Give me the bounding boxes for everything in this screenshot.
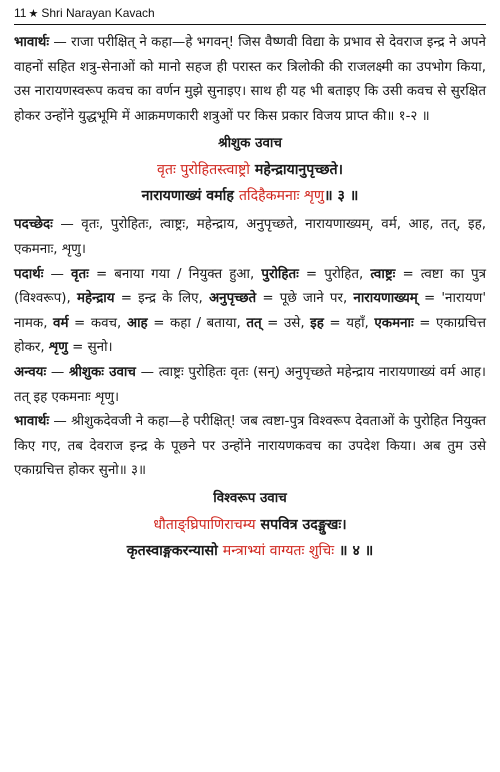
padarth-word: त्वाष्ट्रः — [370, 266, 396, 282]
bhavarth-paragraph-1 — [14, 31, 486, 129]
padchhed-paragraph — [14, 213, 486, 262]
speaker-heading-vishvarup: विश्वरूप उवाच — [213, 490, 287, 506]
verse-number: ॥ ४ ॥ — [334, 542, 374, 559]
speaker-heading-shuka: श्रीशुक उवाच — [218, 136, 282, 152]
padarth-label: पदार्थः — [14, 266, 44, 282]
padarth-word: महेन्द्राय — [76, 291, 115, 307]
shloka-red-text: तदिहैकमनाः शृणु — [238, 188, 325, 205]
shloka-3-line-1 — [14, 157, 486, 183]
bhavarth-label: भावार्थः — [14, 35, 50, 50]
padchhed-text: — वृतः, पुरोहितः, त्वाष्ट्रः, महेन्द्राय, अनुपृच्छते, नारायणाख्यम्, वर्म, आह, तत्, इह, एकमनाः, शृणु। — [14, 217, 486, 257]
shloka-red-text: वृतः पुरोहितस्त्वाष्ट्रो — [157, 162, 250, 179]
page-header — [14, 4, 486, 22]
padarth-word: वृतः — [71, 266, 89, 282]
padarth-word: पुरोहितः — [261, 266, 299, 282]
shloka-red-text: धौताङ्घ्रिपाणिराचम्य — [153, 516, 256, 533]
padarth-word: अनुपृच्छते — [208, 291, 257, 307]
anvay-speaker: श्रीशुकः उवाच — [68, 364, 136, 380]
shloka-4-line-2 — [14, 538, 486, 564]
padchhed-label: पदच्छेदः — [14, 217, 53, 233]
shloka-text: कृतस्वाङ्गकरन्यासो — [126, 542, 223, 559]
padarth-word: तत् — [246, 315, 262, 331]
shloka-3 — [14, 157, 486, 209]
shloka-text: सपवित्र उदङ्मुखः। — [255, 516, 347, 533]
padarth-paragraph — [14, 263, 486, 361]
padarth-meaning: = पुरोहित, — [298, 266, 371, 282]
padarth-meaning: = त्वष्टा का पुत्र (विश्वरूप), — [14, 266, 487, 307]
padarth-word: शृणु — [48, 340, 68, 356]
anvay-label: अन्वयः — [14, 364, 47, 380]
padarth-meaning: = उसे, — [261, 315, 311, 331]
anvay-text: — त्वाष्ट्रः पुरोहितः वृतः (सन्) अनुपृच्छते महेन्द्राय नारायणाख्यं वर्म आह। तत् इह एकमनाः शृणु। — [14, 364, 487, 405]
shloka-4 — [14, 512, 486, 564]
header-rule — [14, 24, 486, 25]
padarth-word: इह — [310, 315, 324, 331]
bhavarth-label: भावार्थः — [14, 414, 50, 430]
anvay-paragraph — [14, 361, 486, 410]
padarth-dash: — — [43, 266, 72, 282]
page-number: 11 — [14, 6, 27, 20]
book-title: Shri Narayan Kavach — [41, 6, 155, 20]
padarth-word: वर्म — [53, 315, 69, 331]
padarth-word: आह — [126, 315, 148, 331]
bhavarth-text: — श्रीशुकदेवजी ने कहा—हे परीक्षित्! जब त्वष्टा-पुत्र विश्वरूप देवताओं के पुरोहित नियुक्त किए गए, तब देवराज इन्द्र के पूछने पर उन्होंने नारायणकवच का उपदेश किया। अब तुम उसे एकाग्रचित्त होकर सुनो॥ ३॥ — [14, 414, 486, 479]
padarth-meaning: = एकाग्रचित्त होकर, — [14, 315, 486, 356]
star-icon: ★ — [28, 7, 39, 20]
padarth-meaning: = इन्द्र के लिए, — [114, 291, 209, 307]
padarth-word: नारायणाख्यम् — [353, 291, 418, 307]
shloka-4-line-1 — [14, 512, 486, 538]
padarth-meaning: = सुनो। — [67, 340, 113, 356]
shloka-text: नारायणाख्यं वर्माह — [141, 188, 239, 205]
padarth-meaning: = कहा / बताया, — [147, 315, 247, 331]
padarth-meaning: = बनाया गया / नियुक्त हुआ, — [88, 266, 262, 282]
anvay-dash: — — [46, 364, 69, 380]
padarth-meaning: = यहाँ, — [323, 315, 375, 331]
padarth-meaning: = पूछे जाने पर, — [256, 291, 354, 307]
verse-number: ॥ ३ ॥ — [324, 188, 359, 205]
padarth-meaning: = 'नारायण' नामक, — [14, 291, 486, 331]
bhavarth-paragraph-2 — [14, 410, 486, 484]
shloka-3-line-2 — [14, 183, 486, 209]
bhavarth-text: — राजा परीक्षित् ने कहा—हे भगवन्! जिस वैष्णवी विद्या के प्रभाव से देवराज इन्द्र ने अपने वाहनों सहित शत्रु-सेनाओं को मानो सहज ही परास्त कर त्रिलोकी की राजलक्ष्मी का उपभोग किया, उस नारायणस्वरूप कवच का वर्णन मुझे सुनाइए। साथ ही यह भी बताइए कि उसी कवच से सुरक्षित होकर उन्होंने युद्धभूमि में आक्रमणकारी शत्रुओं पर किस प्रकार विजय प्राप्त की॥ १-२ ॥ — [14, 35, 486, 124]
shloka-red-text: मन्त्राभ्यां वाग्यतः शुचिः — [222, 542, 335, 559]
padarth-word: एकमनाः — [374, 315, 414, 331]
shloka-text: महेन्द्रायानुपृच्छते। — [249, 162, 343, 179]
padarth-meaning: = कवच, — [68, 315, 127, 331]
